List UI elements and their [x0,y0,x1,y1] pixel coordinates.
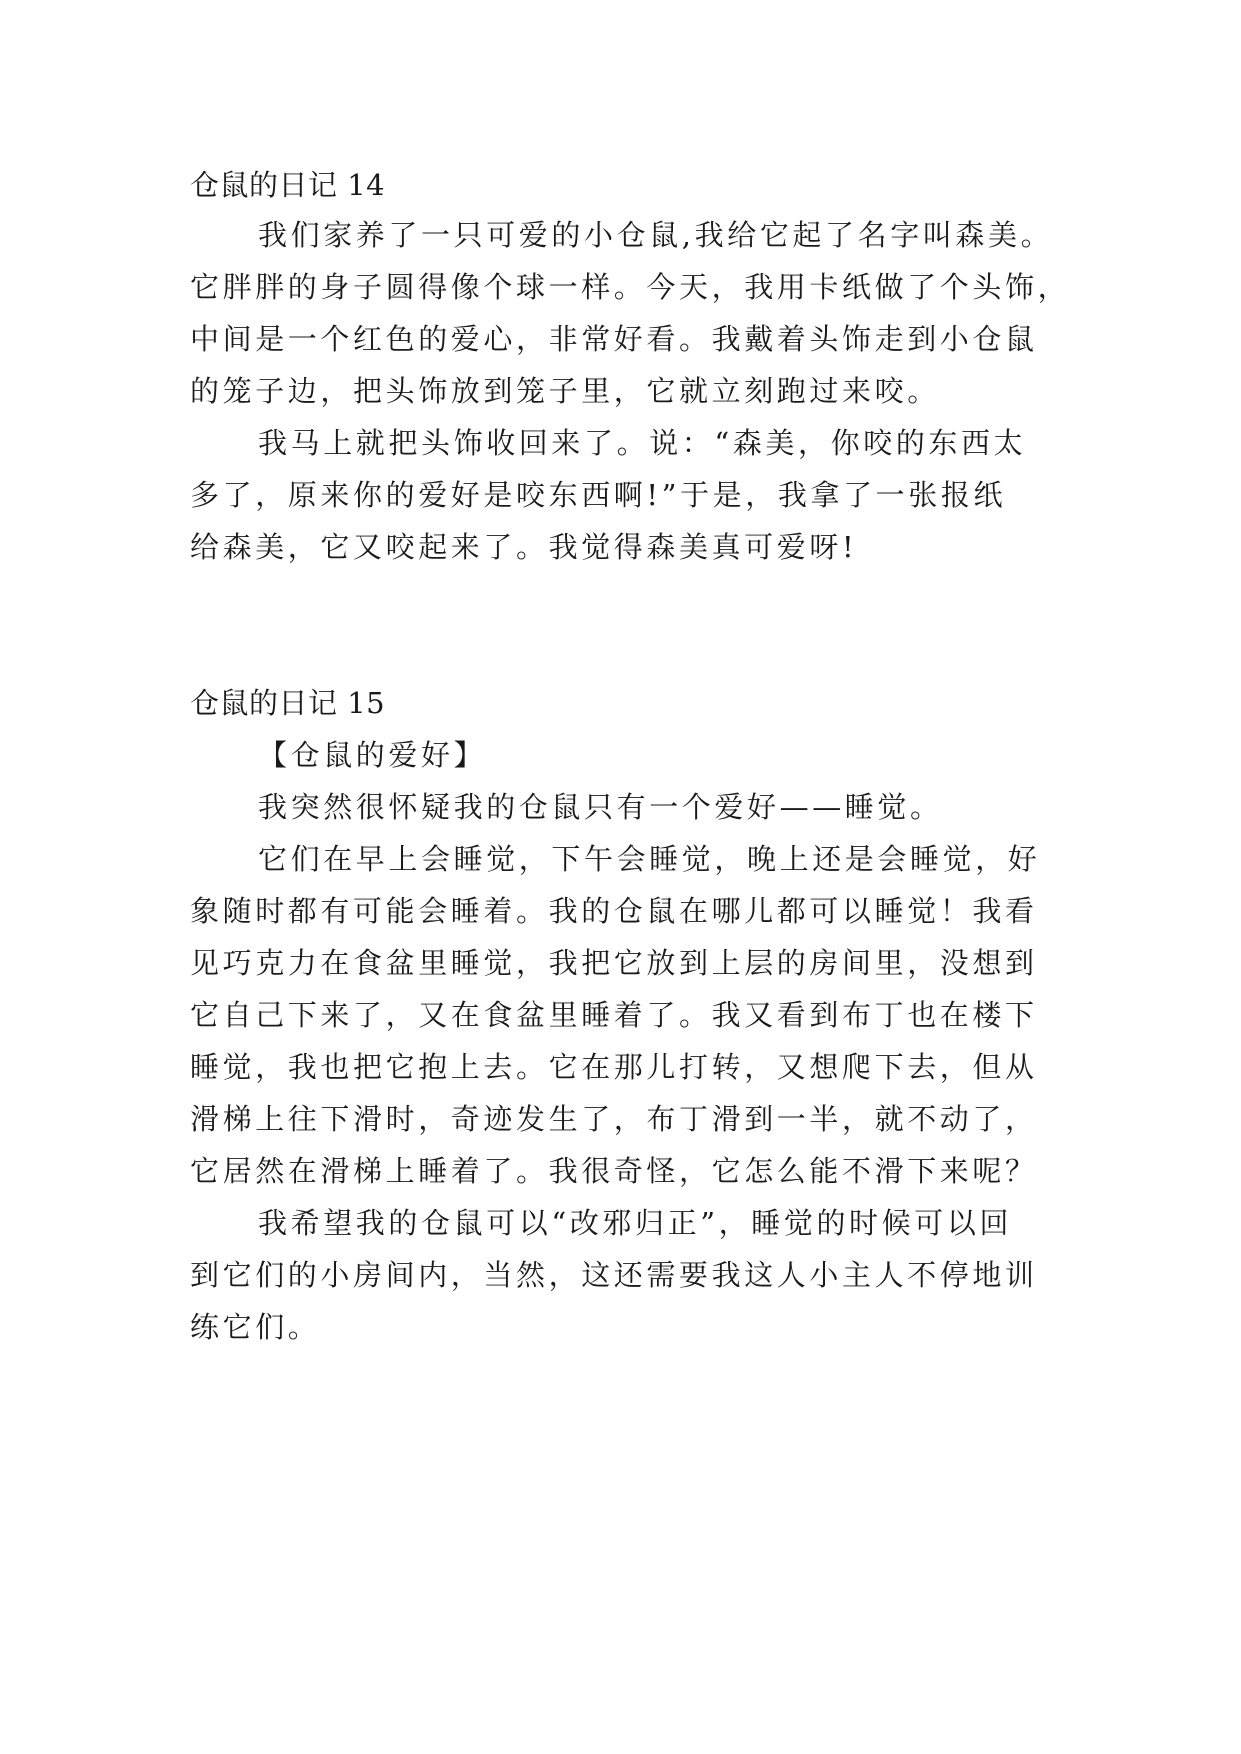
diary-15-line-3: 象随时都有可能会睡着。我的仓鼠在哪儿都可以睡觉！我看 [190,894,1038,928]
diary-15-line-2: 它们在早上会睡觉，下午会睡觉，晚上还是会睡觉，好 [258,842,1041,876]
diary-15-line-6: 睡觉，我也把它抱上去。它在那儿打转，又想爬下去，但从 [190,1050,1038,1084]
diary-15-line-4: 见巧克力在食盆里睡觉，我把它放到上层的房间里，没想到 [190,946,1038,980]
diary-15-line-5: 它自己下来了，又在食盆里睡着了。我又看到布丁也在楼下 [190,998,1038,1032]
diary-14-title: 仓鼠的日记 14 [190,168,386,202]
diary-15-line-1: 我突然很怀疑我的仓鼠只有一个爱好——睡觉。 [258,790,943,824]
diary-15-title: 仓鼠的日记 15 [190,686,386,720]
diary-14-line-6: 多了，原来你的爱好是咬东西啊!”于是，我拿了一张报纸 [190,478,1007,512]
diary-15-line-7: 滑梯上往下滑时，奇迹发生了，布丁滑到一半，就不动了， [190,1102,1038,1136]
diary-15-line-9: 我希望我的仓鼠可以“改邪归正”，睡觉的时候可以回 [258,1206,1013,1240]
diary-14-line-4: 的笼子边，把头饰放到笼子里，它就立刻跑过来咬。 [190,374,940,408]
diary-14-line-3: 中间是一个红色的爱心，非常好看。我戴着头饰走到小仓鼠 [190,322,1038,356]
diary-15-subtitle: 【仓鼠的爱好】 [258,738,487,772]
diary-15-line-11: 练它们。 [190,1310,321,1344]
diary-14-line-2: 它胖胖的身子圆得像个球一样。今天，我用卡纸做了个头饰， [190,270,1071,304]
diary-15-line-8: 它居然在滑梯上睡着了。我很奇怪，它怎么能不滑下来呢？ [190,1154,1038,1188]
diary-14-line-7: 给森美，它又咬起来了。我觉得森美真可爱呀! [190,530,858,564]
diary-14-line-1: 我们家养了一只可爱的小仓鼠,我给它起了名字叫森美。 [258,218,1054,252]
diary-15-line-10: 到它们的小房间内，当然，这还需要我这人小主人不停地训 [190,1258,1038,1292]
diary-14-line-5: 我马上就把头饰收回来了。说：“森美，你咬的东西太 [258,426,1027,460]
